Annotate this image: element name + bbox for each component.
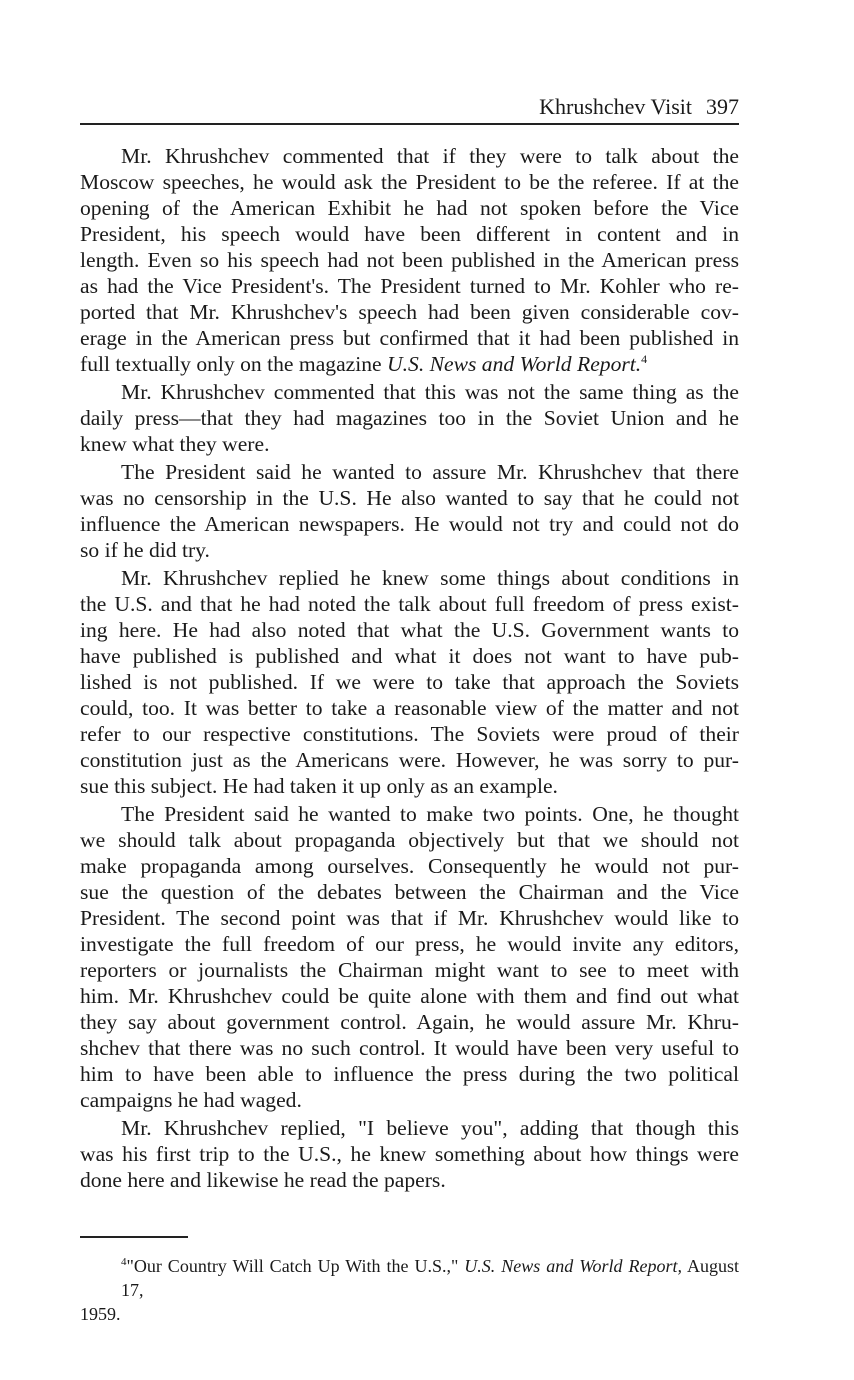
footnote-publication: U.S. News and World Report, [464, 1256, 683, 1276]
text-line: sue the question of the debates between the Chairman and the Vice [80, 880, 739, 904]
text-line: done here and likewise he read the papers. [80, 1168, 446, 1192]
text-line: investigate the full freedom of our press, he would invite any editors, [80, 932, 739, 956]
text-line: the U.S. and that he had noted the talk about full freedom of press exist- [80, 592, 739, 616]
publication-title: U.S. News and World Report. [387, 352, 642, 376]
text-line: have published is published and what it does not want to have pub- [80, 644, 739, 668]
footnote-line-1 [80, 1254, 739, 1302]
paragraph [80, 1115, 739, 1193]
paragraph [80, 379, 739, 457]
text-line: Mr. Khrushchev replied he knew some things about conditions in [121, 566, 739, 590]
paragraph [80, 459, 739, 563]
text-line: constitution just as the Americans were. However, he was sorry to pur- [80, 748, 739, 772]
text-line: The President said he wanted to assure Mr. Khrushchev that there [121, 460, 739, 484]
text-line: reporters or journalists the Chairman might want to see to meet with [80, 958, 739, 982]
text-line: lished is not published. If we were to take that approach the Soviets [80, 670, 739, 694]
running-header [539, 93, 739, 121]
text-line: length. Even so his speech had not been published in the American press [80, 248, 739, 272]
footnote-number: 4 [121, 1256, 127, 1268]
text-line: Mr. Khrushchev commented that this was not the same thing as the [121, 380, 739, 404]
text-line: campaigns he had waged. [80, 1088, 302, 1112]
page-number: 397 [706, 94, 739, 119]
text-line: could, too. It was better to take a reasonable view of the matter and not [80, 696, 739, 720]
footnote [80, 1254, 739, 1326]
text-line: refer to our respective constitutions. The Soviets were proud of their [80, 722, 739, 746]
text-line: knew what they were. [80, 432, 270, 456]
text-line: Mr. Khrushchev commented that if they were to talk about the [121, 144, 739, 168]
header-rule [80, 123, 739, 125]
text-segment: full textually only on the magazine [80, 352, 388, 376]
text-line: daily press—that they had magazines too in the Soviet Union and he [80, 406, 739, 430]
text-line: The President said he wanted to make two points. One, he thought [121, 802, 739, 826]
footnote-line-2: 1959. [80, 1304, 121, 1324]
text-line: him. Mr. Khrushchev could be quite alone with them and find out what [80, 984, 739, 1008]
paragraph [80, 565, 739, 799]
text-line: Mr. Khrushchev replied, "I believe you", adding that though this [121, 1116, 739, 1140]
text-line: was no censorship in the U.S. He also wanted to say that he could not [80, 486, 739, 510]
text-line: sue this subject. He had taken it up only as an example. [80, 774, 558, 798]
text-line: shchev that there was no such control. It would have been very useful to [80, 1036, 739, 1060]
body-text [80, 143, 739, 1193]
text-line: they say about government control. Again, he would assure Mr. Khru- [80, 1010, 739, 1034]
text-line: President. The second point was that if Mr. Khrushchev would like to [80, 906, 739, 930]
paragraph [80, 801, 739, 1113]
text-line: Moscow speeches, he would ask the President to be the referee. If at the [80, 170, 739, 194]
text-line: influence the American newspapers. He would not try and could not do [80, 512, 739, 536]
text-line: President, his speech would have been different in content and in [80, 222, 739, 246]
text-line: him to have been able to influence the press during the two political [80, 1062, 739, 1086]
text-line: ported that Mr. Khrushchev's speech had been given considerable cov- [80, 300, 739, 324]
text-line [80, 351, 739, 377]
text-line: as had the Vice President's. The President turned to Mr. Kohler who re- [80, 274, 739, 298]
text-line: so if he did try. [80, 538, 210, 562]
text-line: ing here. He had also noted that what the U.S. Government wants to [80, 618, 739, 642]
footnote-reference: 4 [641, 352, 648, 366]
paragraph [80, 143, 739, 377]
footnote-rule [80, 1236, 188, 1238]
text-line: make propaganda among ourselves. Consequently he would not pur- [80, 854, 739, 878]
footnote-text-before: "Our Country Will Catch Up With the U.S.," [126, 1256, 465, 1276]
footnote-date: August 17, [121, 1256, 739, 1300]
running-title: Khrushchev Visit [539, 94, 692, 119]
text-line: we should talk about propaganda objectively but that we should not [80, 828, 739, 852]
text-line: was his first trip to the U.S., he knew something about how things were [80, 1142, 739, 1166]
text-line: opening of the American Exhibit he had not spoken before the Vice [80, 196, 739, 220]
text-line: erage in the American press but confirmed that it had been published in [80, 326, 739, 350]
